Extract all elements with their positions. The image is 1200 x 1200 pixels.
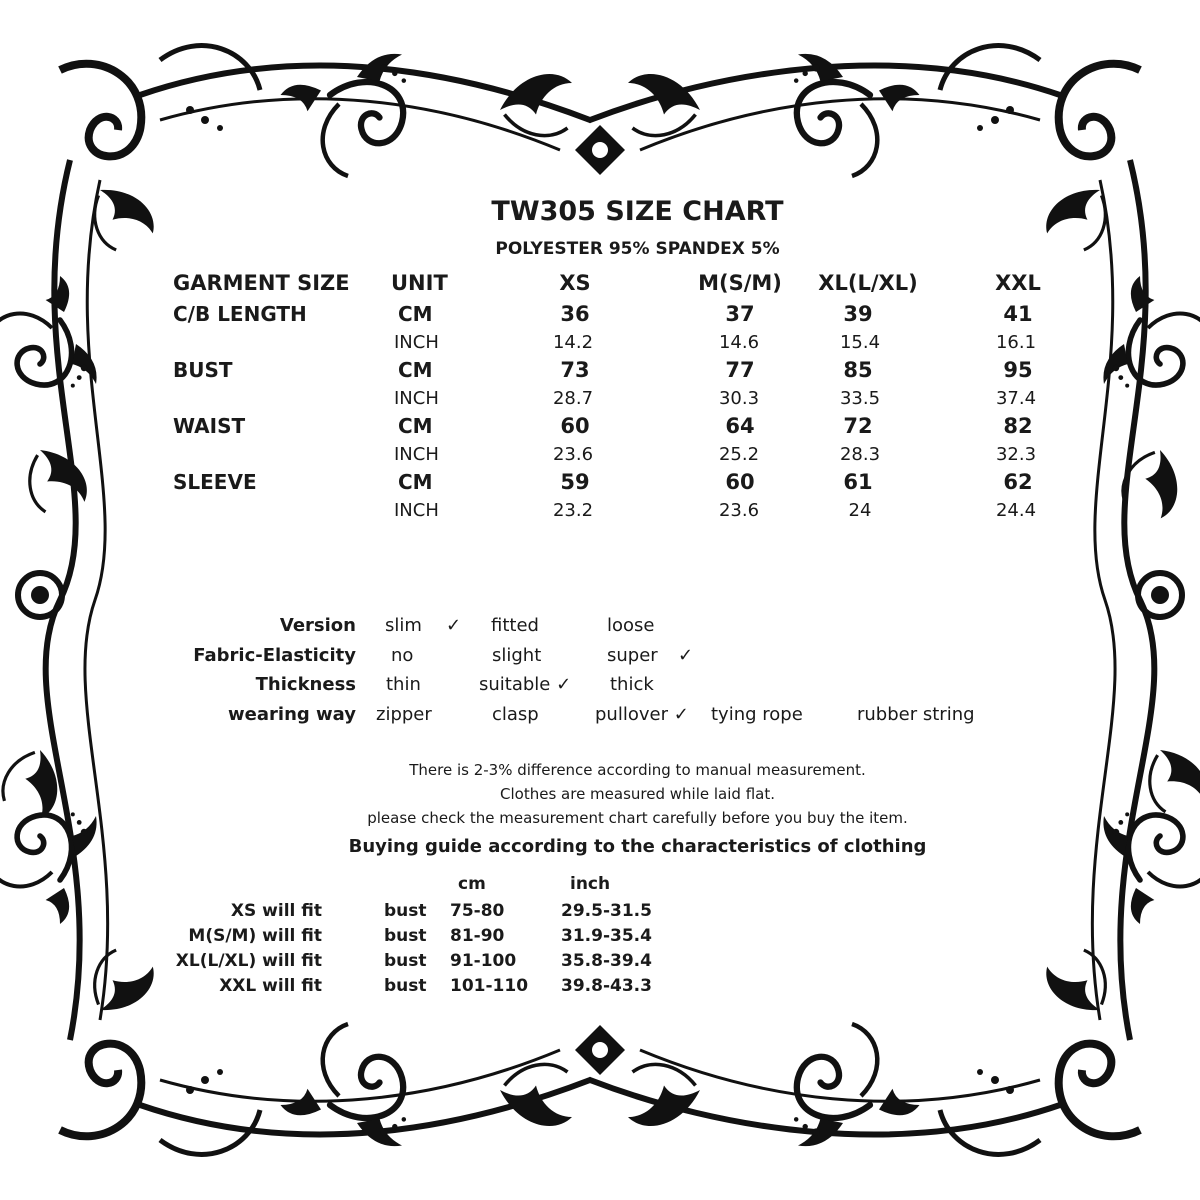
unit-cm: CM [398,414,433,438]
attr-label-elasticity: Fabric-Elasticity [193,645,356,666]
header-unit: UNIT [391,271,448,295]
value-cell: 24 [848,500,872,521]
value-cell: 85 [843,358,873,382]
fit-label: XS will fit [230,901,322,921]
attr-option: fitted [491,615,539,636]
fabric-composition: POLYESTER 95% SPANDEX 5% [495,239,780,259]
value-cell: 23.6 [718,500,760,521]
header-garment-size: GARMENT SIZE [173,271,350,295]
unit-cm: CM [398,470,433,494]
attr-option: zipper [376,704,432,725]
attr-label-wearing-way: wearing way [228,704,356,725]
value-cell: 30.3 [718,388,760,409]
attr-option: suitable ✓ [479,674,572,695]
attr-option: thin [386,674,421,695]
row-label-bust: BUST [173,358,233,382]
row-label-length: C/B LENGTH [173,302,307,326]
value-cell: 14.2 [552,332,594,353]
value-cell: 14.6 [718,332,760,353]
fit-inch: 29.5-31.5 [561,901,652,921]
header-size-m: M(S/M) [698,271,782,295]
value-cell: 72 [843,414,873,438]
row-label-waist: WAIST [173,414,246,438]
unit-inch: INCH [394,332,439,353]
unit-cm: CM [398,358,433,382]
unit-inch: INCH [394,388,439,409]
header-size-xs: XS [559,271,591,295]
guide-col-inch: inch [570,874,611,894]
value-cell: 77 [725,358,755,382]
fit-inch: 31.9-35.4 [561,926,652,946]
value-cell: 60 [725,470,755,494]
value-cell: 36 [560,302,590,326]
fit-part: bust [384,976,427,996]
value-cell: 41 [1003,302,1033,326]
fit-label: XXL will fit [219,976,322,996]
note-line: There is 2-3% difference according to manual measurement. [409,761,866,779]
unit-cm: CM [398,302,433,326]
page-title: TW305 SIZE CHART [491,196,784,227]
value-cell: 73 [560,358,590,382]
attr-option: clasp [492,704,539,725]
value-cell: 25.2 [718,444,760,465]
unit-inch: INCH [394,444,439,465]
attr-label-version: Version [279,615,356,636]
value-cell: 15.4 [839,332,881,353]
fit-part: bust [384,951,427,971]
value-cell: 61 [843,470,873,494]
fit-inch: 39.8-43.3 [561,976,652,996]
value-cell: 37.4 [995,388,1037,409]
attr-option: no [391,645,414,666]
value-cell: 28.3 [839,444,881,465]
attr-option: loose [607,615,655,636]
fit-part: bust [384,926,427,946]
attr-option: super [607,645,658,666]
value-cell: 33.5 [839,388,881,409]
row-label-sleeve: SLEEVE [173,470,257,494]
value-cell: 60 [560,414,590,438]
fit-inch: 35.8-39.4 [561,951,652,971]
value-cell: 39 [843,302,873,326]
value-cell: 32.3 [995,444,1037,465]
note-line: please check the measurement chart carefully before you buy the item. [367,809,908,827]
fit-cm: 101-110 [450,976,529,996]
unit-inch: INCH [394,500,439,521]
fit-label: M(S/M) will fit [188,926,322,946]
value-cell: 23.2 [552,500,594,521]
guide-col-cm: cm [458,874,486,894]
attr-label-thickness: Thickness [255,674,356,695]
buying-guide-title: Buying guide according to the characteristics of clothing [348,836,927,857]
value-cell: 28.7 [552,388,594,409]
fit-cm: 81-90 [450,926,505,946]
note-line: Clothes are measured while laid flat. [500,785,775,803]
header-size-xxl: XXL [995,271,1041,295]
header-size-xl: XL(L/XL) [818,271,918,295]
attr-option: thick [610,674,654,695]
attr-option: pullover ✓ [595,704,689,725]
fit-label: XL(L/XL) will fit [175,951,322,971]
value-cell: 37 [725,302,755,326]
value-cell: 62 [1003,470,1033,494]
value-cell: 23.6 [552,444,594,465]
fit-part: bust [384,901,427,921]
value-cell: 16.1 [995,332,1037,353]
attr-option: slim [385,615,422,636]
value-cell: 95 [1003,358,1033,382]
check-mark: ✓ [446,615,462,636]
attr-option: tying rope [711,704,803,725]
fit-cm: 75-80 [450,901,505,921]
value-cell: 24.4 [995,500,1037,521]
attr-option: rubber string [857,704,975,725]
value-cell: 82 [1003,414,1033,438]
attr-option: slight [492,645,542,666]
value-cell: 59 [560,470,590,494]
fit-cm: 91-100 [450,951,517,971]
check-mark: ✓ [678,645,694,666]
value-cell: 64 [725,414,755,438]
